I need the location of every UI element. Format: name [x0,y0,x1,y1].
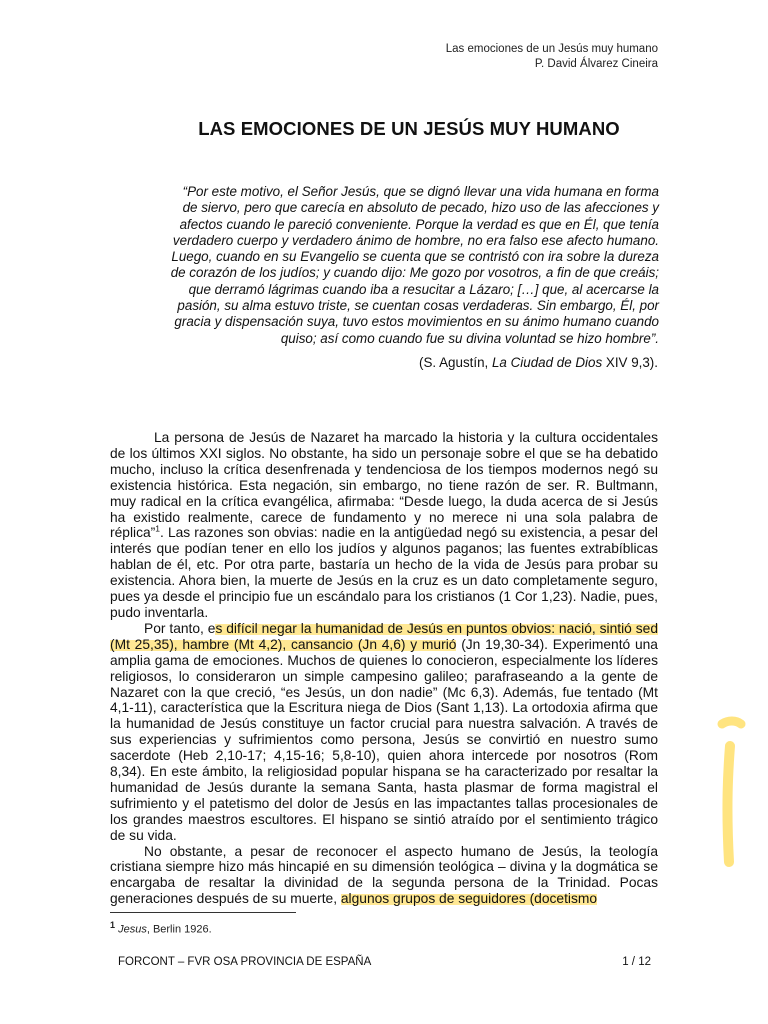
page-number: 1 / 12 [622,956,651,968]
footer-organization: FORCONT – FVR OSA PROVINCIA DE ESPAÑA [118,956,372,968]
epigraph-reference [419,355,658,370]
paragraph-1 [110,430,658,621]
footnote [110,920,212,936]
footnote-text: , Berlin 1926. [146,923,212,936]
footnote-divider [110,912,296,913]
paragraph-2-text-b: (Jn 19,30-34). Experimentó una amplia gama de emociones. Muchos de quienes lo conocieron, especialmente los líderes religiosos, lo consideraron un simple campesino galileo; parafraseando a la gente de Nazaret con la que creció, “es Jesús, un don nadie” (Mc 6,3). Además, fue tentado (Mt 4,1-11), característica que la Escritura niega de Dios (Sant 1,13). La ortodoxia afirma que la humanidad de Jesús constituye un factor crucial para nuestra salvación. A través de sus experiencias y sufrimientos como persona, Jesús se convirtió en nuestro sumo sacerdote (Heb 2,10-17; 4,15-16; 5,8-10), quien ahora intercede por nosotros (Rom 8,34). En este ámbito, la religiosidad popular hispana se ha caracterizado por resaltar la humanidad de Jesús durante la semana Santa, hasta plasmar de forma magistral el sufrimiento y el patetismo del dolor de Jesús en las impactantes tallas procesionales de los grandes maestros escultores. El hispano se sintió atraído por el sentimiento trágico de su vida. [110,636,658,843]
body-text [110,430,658,907]
footnote-book: Jesus [118,923,147,936]
reference-book: La Ciudad de Dios [491,355,603,370]
footnote-number: 1 [110,920,116,930]
running-header [446,42,658,72]
epigraph-quote: “Por este motivo, el Señor Jesús, que se dignó llevar una vida humana en forma de siervo, pero que carecía en absoluto de pecado, hizo uso de las afecciones y afectos cuando le pareció conveniente. Porque la verdad es que en Él, que tenía verdadero cuerpo y verdadero ánimo de hombre, no era falso ese afecto humano. Luego, cuando en su Evangelio se cuenta que se contristó con ira sobre la dureza de corazón de los judíos; y cuando dijo: Me gozo por vosotros, a fin de que creáis; que derramó lágrimas cuando iba a resucitar a Lázaro; […] que, al acercarse la pasión, su alma estuvo triste, se cuentan cosas verdaderas. Sin embargo, Él, por gracia y dispensación suya, tuvo estos movimientos en su ánimo humano cuando quiso; así como cuando fue su divina voluntad se hizo hombre”. [170,184,659,346]
highlighted-passage-2: algunos grupos de seguidores (docetismo [340,891,598,907]
paragraph-1-text-b: . Las razones son obvias: nadie en la antigüedad negó su existencia, a pesar del interés que podían tener en ello los judíos y algunos paganos; las fuentes extrabíblicas hablan de él, etc. Por otra parte, bastaría un hecho de la vida de Jesús para probar su existencia. Ahora bien, la muerte de Jesús en la cruz es un dato completamente seguro, pues ya desde el principio fue un escándalo para los cristianos (1 Cor 1,23). Nadie, pues, pudo inventarla. [110,525,658,620]
paragraph-1-text-a: La persona de Jesús de Nazaret ha marcado la historia y la cultura occidentales de los últimos XXI siglos. No obstante, ha sido un personaje sobre el que se ha debatido mucho, incluso la crítica desenfrenada y tendenciosa de los tiempos modernos negó su existencia histórica. Esta negación, sin embargo, no tiene razón de ser. R. Bultmann, muy radical en la crítica evangélica, afirmaba: “Desde luego, la duda acerca de si Jesús ha existido realmente, carece de fundamento y no merece ni una sola palabra de réplica” [110,430,658,541]
highlighter-mark [708,712,748,872]
header-title: Las emociones de un Jesús muy humano [445,43,658,55]
document-title: LAS EMOCIONES DE UN JESÚS MUY HUMANO [198,118,620,139]
highlighted-passage-1: s difícil negar la humanidad de Jesús en puntos obvios: nació, sintió sed (Mt 25,35), hambre (Mt 4,2), cansancio (Jn 4,6) y murió [110,620,658,652]
paragraph-3-text-a: No obstante, a pesar de reconocer el aspecto humano de Jesús, la teología cristiana siempre hizo más hincapié en su dimensión teológica – divina y la dogmática se encargaba de resaltar la divinidad de la segunda persona de la Trinidad. Pocas generaciones después de su muerte, [110,843,658,907]
paragraph-3 [110,844,658,908]
reference-suffix: XIV 9,3). [602,355,658,370]
paragraph-2-text-a: Por tanto, e [144,620,216,636]
header-author: P. David Álvarez Cineira [534,58,658,70]
footnote-reference[interactable]: 1 [155,523,160,534]
paragraph-2 [110,621,658,844]
reference-prefix: (S. Agustín, [419,355,492,370]
